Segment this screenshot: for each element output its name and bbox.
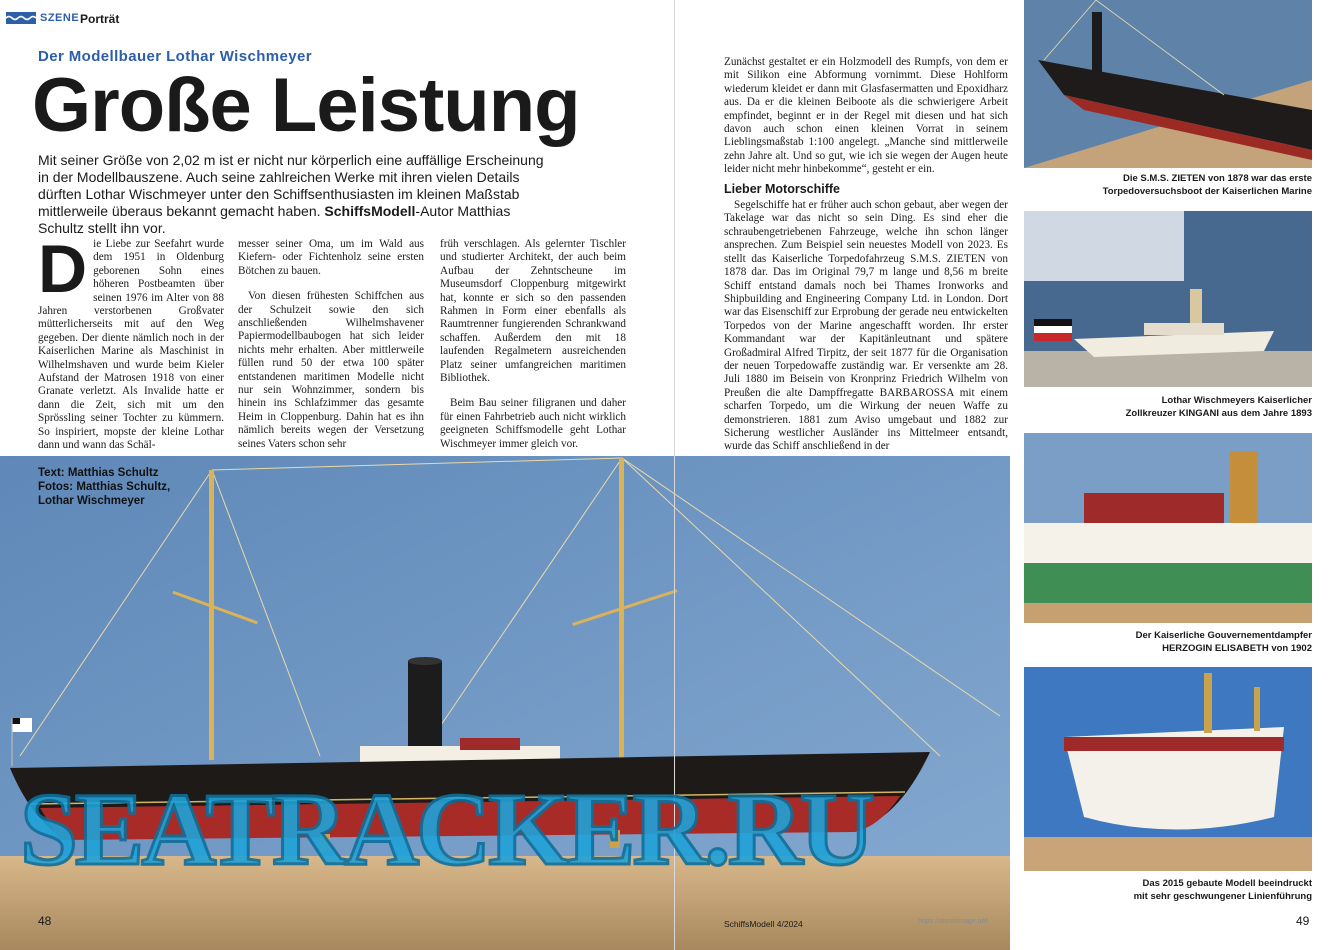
caption-herzogin: [1024, 629, 1312, 655]
photo-kingani: [1024, 211, 1312, 387]
footer-url: https://storatimage.net: [918, 918, 988, 925]
lead-text-2: -Autor Matthias Schultz stellt ihn vor.: [38, 203, 511, 236]
col3-paragraph-1: früh verschlagen. Als gelernter Tischler und studierter Architekt, der auch beim Aufbau der Zehntscheune im Museumsdorf Cloppenburg mitgewirkt hat, konnte er sich so den passenden Rahmen in Form einer ebenfalls als Raumtrenner fungierenden Schrankwand schaffen. Außerdem den mit 18 laufenden Regalmetern ausreichenden Platz seiner umfangreichen maritimen Bibliothek.: [440, 238, 626, 385]
credit-text: Text: Matthias Schultz: [38, 467, 159, 479]
caption-2015-line2: mit sehr geschwungener Linienführung: [1133, 891, 1312, 902]
photo-zieten: [1024, 0, 1312, 168]
caption-zieten-line1: Die S.M.S. ZIETEN von 1878 war das erste: [1122, 173, 1312, 184]
credit-photos: Fotos: Matthias Schultz,: [38, 481, 171, 493]
article-subtitle: Der Modellbauer Lothar Wischmeyer: [38, 48, 312, 65]
article-lead: [38, 152, 558, 237]
caption-zieten-line2: Torpedoversuchsboot der Kaiserlichen Marine: [1102, 186, 1312, 197]
lead-brand: SchiffsModell: [324, 203, 416, 219]
col1-paragraph-1: ie Liebe zur Seefahrt wurde dem 1951 in Oldenburg geborenen Sohn eines höheren Postbeamten über seinen 1976 im Alter von 88 Jahren verstorbenen Großvater mütterlicherseits mit auf den Weg gegeben. Der diente nämlich noch in der Kaiserlichen Marine als Maschinist in Wilhelmshaven und wurde beim Kieler Aufstand der Matrosen 1918 von einer Granate verletzt. Als Invalide hatte er dann die Zeit, sich mit um den Sprössling seiner Tochter zu kümmern. So inspiriert, mopste der kleine Lothar dann und wann das Schäl-: [38, 238, 224, 452]
col4-paragraph-1: Zunächst gestaltet er ein Holzmodell des Rumpfs, von dem er mit Silikon eine Abformung vornimmt. Diese Hohlform wiederum kleidet er dann mit Glasfasermatten und Epoxidharz aus. Da er die kleinen Beiboote als die schwierigere Arbeit empfindet, beginnt er in der Regel mit diesen und hat sich davon auch schon einen kleinen Vorrat in seinem Lieblingsmaßstab 1:100 angelegt. „Manche sind mittlerweile zehn Jahre alt. Und so gut, wie ich sie wegen der Augen heute leider nicht mehr hinbekomme“, gesteht er ein.: [724, 56, 1008, 176]
body-column-4: [724, 56, 1008, 454]
col4-paragraph-2: Segelschiffe hat er früher auch schon gebaut, aber wegen der Takelage war das nicht so sein Ding. Es sind eher die schraubengetriebenen Fahrzeuge, welche ihn schon länger ansprechen. Zum Beispiel sein neuestes Modell von 2023. Es stellt das Kaiserliche Torpedofahrzeug S.M.S. ZIETEN von 1878 dar. Das im Original 79,7 m lange und 8,56 m breite Schiff entstand damals noch bei Thames Ironworks and Shipbuilding and Engineering Company Ltd. in London. Dort war das Eisenschiff zur Erprobung der gerade neu entwickelten Torpedos von der Marine angeschafft worden. Ihr erster Kommandant war der Kapitänleutnant und spätere Großadmiral Alfred Tirpitz, der seit 1877 für die Organisation der neuen Torpedowaffe zuständig war. Er versenkte am 28. Juli 1880 im Beisein von Kronprinz Friedrich Wilhelm von Preußen die alte Dampffregatte BARBAROSSA mit einem scharfen Torpedo, um die Wirkung der neuen Waffe zu demonstrieren. 1881 zum Aviso umgebaut und 1882 zur Sicherung westlicher Ausländer ins Mittelmeer entsandt, wurde das Schiff anschließend in der: [724, 199, 1008, 453]
article-headline: Große Leistung: [32, 63, 580, 148]
footer-magazine: SchiffsModell 4/2024: [724, 919, 803, 929]
page-number-right: 49: [1296, 914, 1310, 928]
caption-kingani-line1: Lothar Wischmeyers Kaiserlicher: [1161, 395, 1312, 406]
wave-logo-icon: [6, 12, 36, 24]
caption-kingani-line2: Zollkreuzer KINGANI aus dem Jahre 1893: [1125, 408, 1312, 419]
col3-paragraph-2: Beim Bau seiner filigranen und daher für einen Fahrbetrieb auch nicht wirklich geeigneten Schiffsmodelle geht Lothar Wischmeyer immer gleich vor.: [440, 397, 626, 450]
lead-text-1: Mit seiner Größe von 2,02 m ist er nicht nur körperlich eine auffällige Erscheinung in der Modellbauszene. Auch seine zahlreichen Werke mit ihren vielen Details dürften Lothar Wischmeyer unter den Schiffsenthusiasten im kleinen Maßstab mittlerweile überaus bekannt gemacht haben.: [38, 152, 544, 219]
col4-subheading: Lieber Motorschiffe: [724, 181, 840, 196]
credit-photos-names: Lothar Wischmeyer: [38, 495, 145, 507]
zieten-model-illustration: [1024, 0, 1312, 168]
section-label: SZENE: [40, 12, 80, 24]
body-column-3: [440, 238, 626, 451]
caption-kingani: [1024, 394, 1312, 420]
photo-herzogin: [1024, 433, 1312, 623]
col2-paragraph-2: Von diesen frühesten Schiffchen aus der Schulzeit sowie den sich anschließenden Wilhelmshavener Papiermodellbaubogen hat sich leider nichts mehr erhalten. Aber mittlerweile füllen rund 50 der etwa 100 später entstandenen maritimen Modelle nicht nur sein Wohnzimmer, sondern bis hinein ins Schlafzimmer das gesamte Heim in Cloppenburg. Dahin hat es ihn nämlich bereits wegen der Versetzung seines Vaters schon sehr: [238, 290, 424, 450]
page-number-left: 48: [38, 914, 52, 928]
caption-2015-model: [1024, 877, 1312, 903]
caption-2015-line1: Das 2015 gebaute Modell beeindruckt: [1142, 878, 1312, 889]
body-column-2: [238, 238, 424, 451]
model-2015-illustration: [1024, 667, 1312, 871]
caption-zieten: [1024, 172, 1312, 198]
body-column-1: [38, 231, 224, 453]
caption-herzogin-line1: Der Kaiserliche Gouvernementdampfer: [1135, 630, 1312, 641]
caption-herzogin-line2: HERZOGIN ELISABETH von 1902: [1162, 643, 1312, 654]
watermark: SEATRACKER.RU: [20, 772, 872, 887]
col2-paragraph-1: messer seiner Oma, um im Wald aus Kiefern- oder Fichtenholz seine ersten Bötchen zu bauen.: [238, 238, 424, 277]
photo-2015-model: [1024, 667, 1312, 871]
kingani-model-illustration: [1024, 211, 1312, 387]
category-label: Porträt: [80, 12, 120, 26]
herzogin-model-illustration: [1024, 433, 1312, 623]
drop-cap: D: [38, 231, 88, 307]
photo-credit: [38, 466, 170, 508]
